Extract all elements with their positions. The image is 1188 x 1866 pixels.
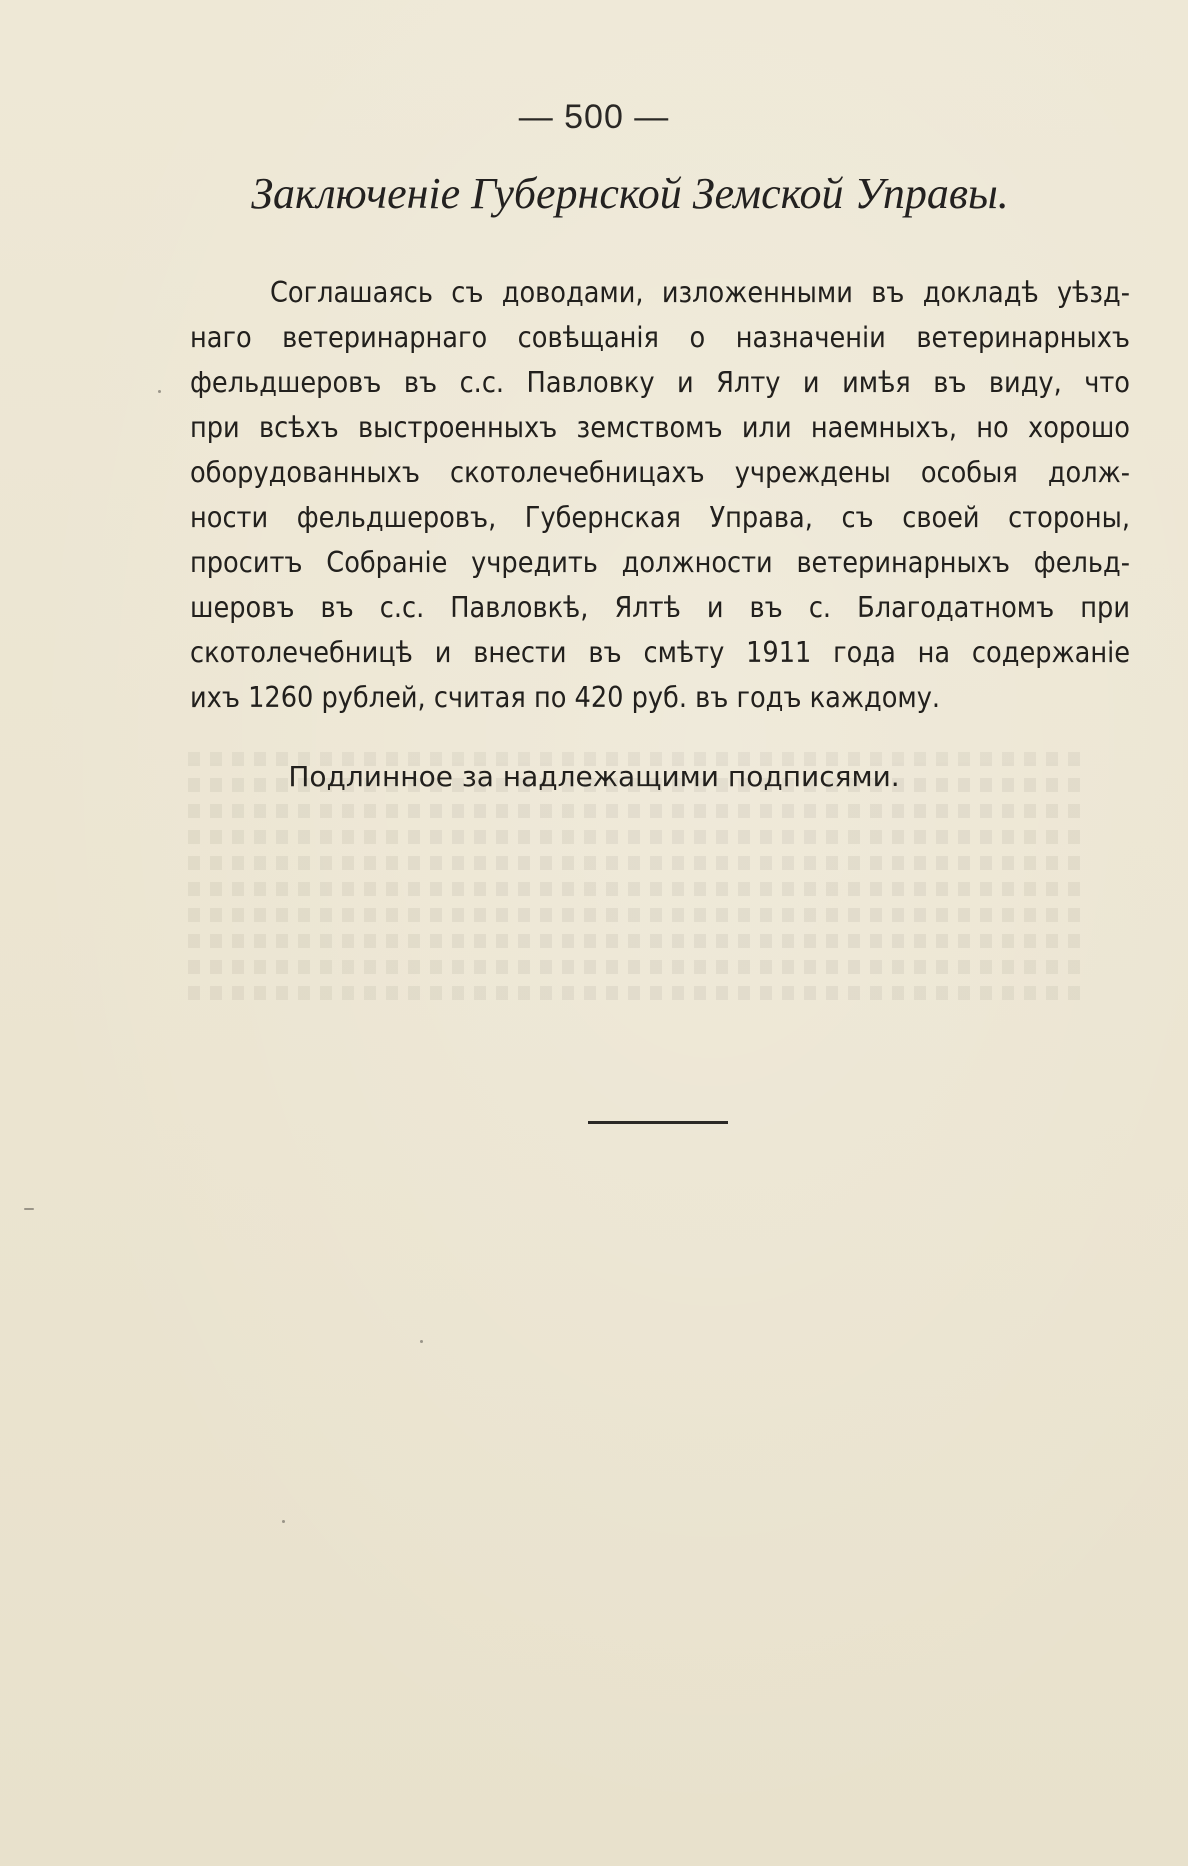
page-number: — 500 — — [518, 98, 670, 136]
paragraph-line: ности фельдшеровъ, Губернская Управа, съ своей стороны, — [190, 501, 1130, 534]
bleed-through-texture — [180, 740, 1080, 1340]
signature-note: Подлинное за надлежащими подписями. — [288, 760, 900, 793]
paragraph-line: оборудованныхъ скотолечебницахъ учреждены особыя долж- — [190, 456, 1130, 489]
paper-speck — [158, 390, 161, 393]
paragraph-line: ихъ 1260 рублей, считая по 420 руб. въ годъ каждому. — [190, 681, 941, 714]
section-divider — [588, 1121, 728, 1124]
paper-speck — [420, 1340, 423, 1343]
paragraph-line: скотолечебницѣ и внести въ смѣту 1911 года на содержаніе — [190, 636, 1130, 669]
paragraph-line: проситъ Собраніе учредить должности ветеринарныхъ фельд- — [190, 546, 1130, 579]
paragraph-line: при всѣхъ выстроенныхъ земствомъ или наемныхъ, но хорошо — [190, 411, 1130, 444]
paragraph-line: фельдшеровъ въ с.с. Павловку и Ялту и имѣя въ виду, что — [190, 366, 1130, 399]
paper-speck — [282, 1520, 285, 1523]
body-paragraph — [190, 270, 1130, 720]
paragraph-line: шеровъ въ с.с. Павловкѣ, Ялтѣ и въ с. Благодатномъ при — [190, 591, 1130, 624]
paper-speck — [24, 1208, 34, 1210]
paragraph-line: наго ветеринарнаго совѣщанія о назначеніи ветеринарныхъ — [190, 321, 1130, 354]
paragraph-line: Соглашаясь съ доводами, изложенными въ докладѣ уѣзд- — [270, 276, 1130, 309]
section-title: Заключеніе Губернской Земской Управы. — [251, 169, 1009, 218]
